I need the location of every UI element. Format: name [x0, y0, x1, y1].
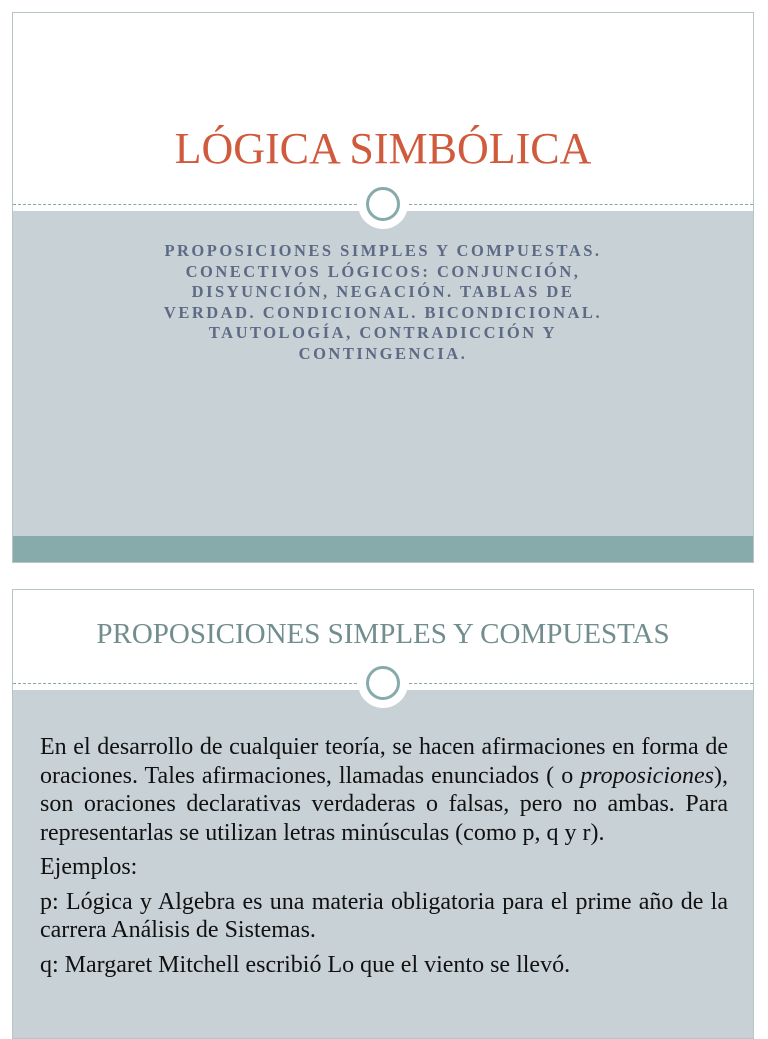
paragraph-text: ), son oraciones declarativas verdaderas o falsas, pero no ambas. Para representarlas se utilizan letras minúsculas (como p, q y r). [40, 762, 728, 846]
example-q: q: Margaret Mitchell escribió Lo que el viento se llevó. [40, 951, 571, 978]
italic-term: proposiciones [580, 762, 714, 789]
subtitle [123, 241, 643, 364]
example-p: p: Lógica y Algebra es una materia obligatoria para el prime año de la carrera Análisis de Sistemas. [40, 888, 728, 943]
subtitle-line: VERDAD. CONDICIONAL. BICONDICIONAL. [163, 302, 603, 322]
ring-icon [366, 187, 400, 221]
subtitle-line: PROPOSICIONES SIMPLES Y COMPUESTAS. [164, 241, 602, 260]
body-text [40, 733, 728, 985]
main-title: LÓGICA SIMBÓLICA [174, 124, 592, 173]
circle-ornament-icon [358, 658, 408, 708]
slide-title [12, 12, 754, 563]
slide-heading: PROPOSICIONES SIMPLES Y COMPUESTAS [96, 618, 670, 650]
ring-icon [366, 666, 400, 700]
slide-title-area [13, 13, 753, 206]
definition-paragraph [40, 733, 728, 847]
subtitle-line: CONECTIVOS LÓGICOS: CONJUNCIÓN, [185, 261, 581, 281]
examples-label: Ejemplos: [40, 854, 138, 880]
subtitle-line: TAUTOLOGÍA, CONTRADICCIÓN Y [208, 323, 558, 342]
circle-ornament-icon [358, 179, 408, 229]
subtitle-line: CONTINGENCIA. [298, 343, 468, 363]
subtitle-line: DISYUNCIÓN, NEGACIÓN. TABLAS DE [191, 282, 575, 301]
bottom-band [13, 536, 753, 562]
paragraph-text: En el desarrollo de cualquier teoría, se hacen afirmaciones en forma de oraciones. Tales afirmaciones, llamadas enunciados ( o [40, 734, 728, 789]
